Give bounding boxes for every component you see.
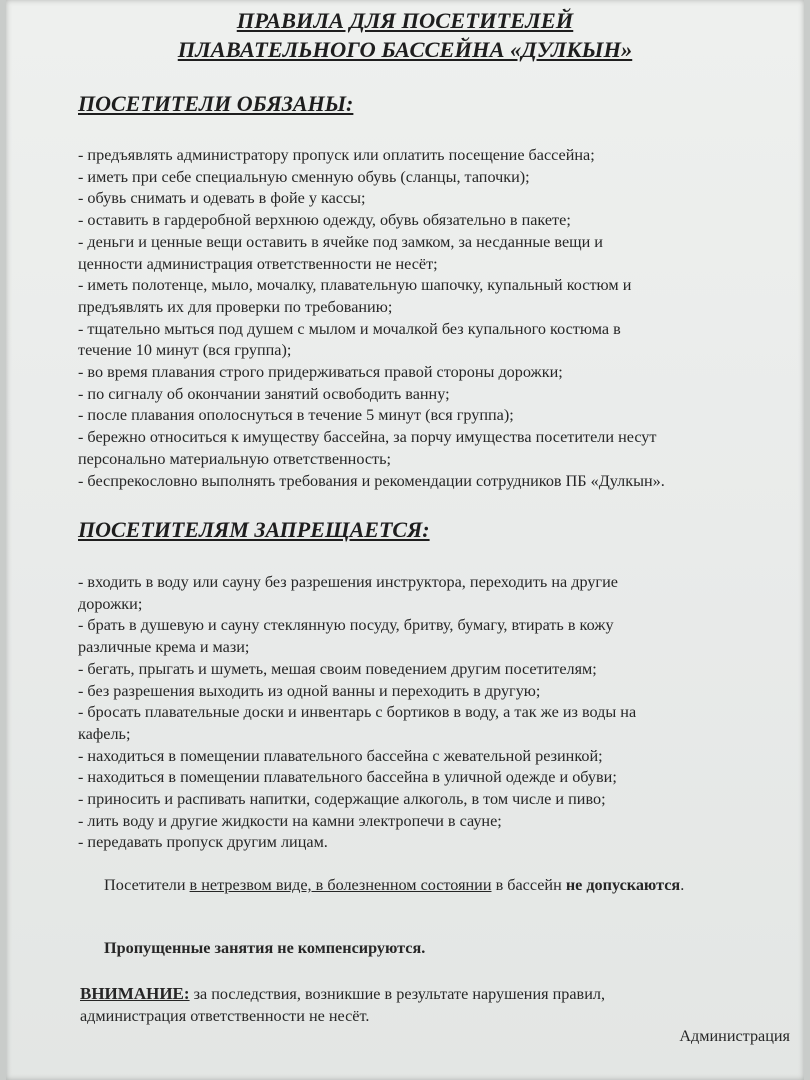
rule-line: - предъявлять администратору пропуск или оплатить посещение бассейна;: [78, 146, 595, 164]
rule-line: - иметь при себе специальную сменную обувь (сланцы, тапочки);: [78, 167, 530, 186]
rule-line: различные крема и мази;: [78, 638, 250, 657]
rule-line: - бережно относиться к имуществу бассейна, за порчу имущества посетители несут: [78, 428, 657, 447]
rule-line: персонально материальную ответственность;: [78, 449, 391, 468]
note-text: Посетители: [104, 876, 190, 894]
warning-line: [80, 983, 605, 1005]
prohibitions-list: [78, 572, 790, 854]
rule-line: дорожки;: [78, 594, 143, 613]
rule-line: ценности администрация ответственности не несёт;: [78, 254, 438, 273]
warning-text: за последствия, возникшие в результате нарушения правил,: [189, 985, 605, 1003]
admission-note: [104, 874, 684, 896]
title-line-2: ПЛАВАТЕЛЬНОГО БАССЕЙНА «ДУЛКЫН»: [177, 37, 633, 62]
note-text: в бассейн: [491, 876, 566, 894]
rule-line: - после плавания ополоснуться в течение 5 минут (вся группа);: [78, 406, 514, 425]
warning-label: ВНИМАНИЕ:: [80, 984, 190, 1003]
warning-line-2: администрация ответственности не несёт.: [80, 1007, 370, 1025]
rule-line: - входить в воду или сауну без разрешения инструктора, переходить на другие: [78, 573, 618, 591]
note-underlined: в нетрезвом виде, в болезненном состоянии: [189, 876, 492, 894]
missed-classes-note: Пропущенные занятия не компенсируются.: [104, 939, 426, 957]
obligations-list: [78, 145, 790, 492]
rule-line: - деньги и ценные вещи оставить в ячейке под замком, за несданные вещи и: [78, 232, 603, 251]
rule-line: предъявлять их для проверки по требованию;: [78, 297, 393, 316]
rule-line: - во время плавания строго придерживаться правой стороны дорожки;: [78, 363, 563, 382]
document-title: [0, 6, 810, 64]
rule-line: - приносить и распивать напитки, содержащие алкоголь, в том числе и пиво;: [78, 790, 606, 809]
rule-line: - брать в душевую и сауну стеклянную посуду, бритву, бумагу, втирать в кожу: [78, 616, 614, 635]
note-text: .: [680, 876, 685, 894]
rule-line: - бросать плавательные доски и инвентарь с бортиков в воду, а так же из воды на: [78, 703, 637, 722]
rule-line: - находиться в помещении плавательного бассейна с жевательной резинкой;: [78, 746, 603, 765]
rule-line: - лить воду и другие жидкости на камни электропечи в сауне;: [78, 811, 502, 830]
rule-line: - находиться в помещении плавательного бассейна в уличной одежде и обуви;: [78, 768, 617, 787]
section-heading-obligations: ПОСЕТИТЕЛИ ОБЯЗАНЫ:: [78, 91, 354, 116]
rule-line: - по сигналу об окончании занятий освободить ванну;: [78, 384, 450, 403]
rule-line: - тщательно мыться под душем с мылом и мочалкой без купального костюма в: [78, 319, 621, 338]
rule-line: - без разрешения выходить из одной ванны и переходить в другую;: [78, 681, 541, 700]
rule-line: - передавать пропуск другим лицам.: [78, 833, 328, 852]
title-line-1: ПРАВИЛА ДЛЯ ПОСЕТИТЕЛЕЙ: [236, 8, 574, 33]
rule-line: - обувь снимать и одевать в фойе у кассы;: [78, 189, 366, 208]
rule-line: - беспрекословно выполнять требования и рекомендации сотрудников ПБ «Дулкын».: [78, 471, 665, 490]
rule-line: - бегать, прыгать и шуметь, мешая своим поведением другим посетителям;: [78, 659, 597, 678]
rule-line: - оставить в гардеробной верхнюю одежду, обувь обязательно в пакете;: [78, 211, 571, 230]
section-heading-prohibitions: ПОСЕТИТЕЛЯМ ЗАПРЕЩАЕТСЯ:: [78, 517, 430, 542]
rule-line: течение 10 минут (вся группа);: [78, 341, 292, 360]
rule-line: - иметь полотенце, мыло, мочалку, плавательную шапочку, купальный костюм и: [78, 276, 632, 295]
note-bold: не допускаются: [565, 876, 681, 894]
rule-line: кафель;: [78, 724, 131, 743]
signature: Администрация: [679, 1027, 790, 1045]
